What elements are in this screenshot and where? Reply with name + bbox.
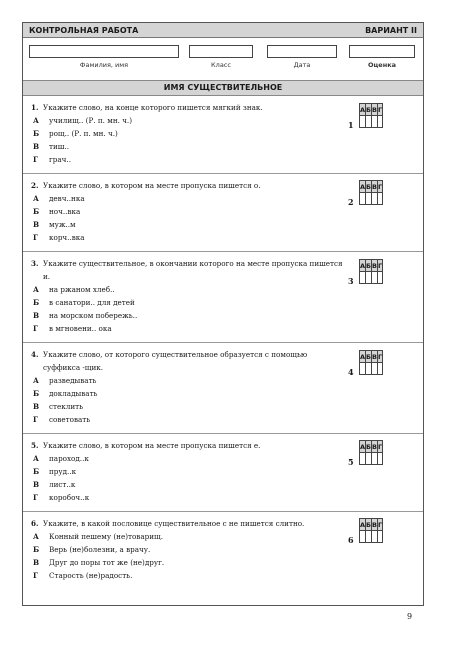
option-c[interactable] xyxy=(31,140,343,153)
option-a[interactable] xyxy=(31,374,343,387)
question-text: Укажите слово, на конце которого пишется мягкий знак. xyxy=(43,103,263,112)
question-text: Укажите существительное, в окончании которого на месте пропуска пишется и. xyxy=(43,259,343,281)
option-letter: В xyxy=(33,220,40,229)
option-letter: В xyxy=(33,142,40,151)
option-text: в мгновени.. ока xyxy=(49,324,112,333)
answer-header-b: Б xyxy=(366,520,371,529)
answer-header-a: А xyxy=(360,352,366,361)
divider xyxy=(23,433,423,434)
date-field[interactable] xyxy=(267,45,337,69)
option-text: пароход..к xyxy=(49,454,89,463)
question-6 xyxy=(31,517,343,582)
option-text: советовать xyxy=(49,415,91,424)
option-b[interactable] xyxy=(31,465,343,478)
question-number: 3. xyxy=(31,259,39,268)
option-letter: В xyxy=(33,558,40,567)
variant-label: ВАРИАНТ II xyxy=(365,25,417,35)
option-text: стеклить xyxy=(49,402,83,411)
option-text: коробоч..к xyxy=(49,493,90,502)
answer-number: 6 xyxy=(348,535,354,545)
surname-field[interactable] xyxy=(29,45,179,69)
answer-header-d: Г xyxy=(377,520,383,529)
answer-number: 1 xyxy=(348,120,354,130)
answer-header-d: Г xyxy=(377,182,383,191)
option-letter: Г xyxy=(33,324,38,333)
option-text: тиш.. xyxy=(49,142,70,151)
option-text: Конный пешему (не)товарищ. xyxy=(49,532,163,541)
class-caption: Класс xyxy=(211,61,231,69)
answer-cell-d[interactable] xyxy=(377,193,382,205)
answer-header-b: Б xyxy=(366,182,371,191)
option-text: рощ.. (Р. п. мн. ч.) xyxy=(49,129,118,138)
option-d[interactable] xyxy=(31,231,343,244)
option-text: корч..вка xyxy=(49,233,85,242)
answer-cell-d[interactable] xyxy=(377,116,382,128)
answer-header-c: В xyxy=(372,261,377,270)
page-number: 9 xyxy=(407,612,413,621)
worksheet-frame xyxy=(22,22,424,606)
option-b[interactable] xyxy=(31,387,343,400)
answer-header-b: Б xyxy=(366,261,371,270)
option-letter: Б xyxy=(33,467,40,476)
question-number: 2. xyxy=(31,181,39,190)
answer-header-b: Б xyxy=(366,352,371,361)
option-c[interactable] xyxy=(31,478,343,491)
answer-cell-d[interactable] xyxy=(377,453,382,465)
answer-number: 3 xyxy=(348,276,354,286)
question-4 xyxy=(31,348,343,426)
header-bar xyxy=(23,23,423,38)
question-text: Укажите, в какой пословице существительное с не пишется слитно. xyxy=(43,519,305,528)
option-text: грач.. xyxy=(49,155,71,164)
option-text: лист..к xyxy=(49,480,76,489)
option-letter: А xyxy=(33,532,39,541)
answer-header-a: А xyxy=(360,261,366,270)
option-a[interactable] xyxy=(31,283,343,296)
grade-box[interactable] xyxy=(349,45,415,58)
option-c[interactable] xyxy=(31,309,343,322)
answer-cell-d[interactable] xyxy=(377,272,382,284)
answer-number: 2 xyxy=(348,197,354,207)
question-2 xyxy=(31,179,343,244)
option-d[interactable] xyxy=(31,322,343,335)
option-a[interactable] xyxy=(31,452,343,465)
question-number: 6. xyxy=(31,519,39,528)
option-text: муж..м xyxy=(49,220,76,229)
answer-header-a: А xyxy=(360,105,366,114)
option-text: Друг до поры тот же (не)друг. xyxy=(49,558,165,567)
answer-header-c: В xyxy=(372,520,377,529)
option-d[interactable] xyxy=(31,153,343,166)
option-text: разведывать xyxy=(49,376,97,385)
question-number: 4. xyxy=(31,350,39,359)
answer-header-c: В xyxy=(372,352,377,361)
question-1 xyxy=(31,101,343,166)
option-letter: А xyxy=(33,454,39,463)
option-text: училищ.. (Р. п. мн. ч.) xyxy=(49,116,133,125)
divider xyxy=(23,251,423,252)
question-5 xyxy=(31,439,343,504)
answer-cell-d[interactable] xyxy=(377,363,382,375)
option-a[interactable] xyxy=(31,192,343,205)
section-title: ИМЯ СУЩЕСТВИТЕЛЬНОЕ xyxy=(23,80,423,96)
answer-header-b: Б xyxy=(366,105,371,114)
option-b[interactable] xyxy=(31,543,343,556)
option-letter: Г xyxy=(33,233,38,242)
option-letter: Б xyxy=(33,545,40,554)
worksheet-title: КОНТРОЛЬНАЯ РАБОТА xyxy=(29,25,139,35)
class-field[interactable] xyxy=(189,45,253,69)
question-text: Укажите слово, от которого существительное образуется с помощью суффикса -щик. xyxy=(43,350,308,372)
answer-number: 5 xyxy=(348,457,354,467)
question-text: Укажите слово, в котором на месте пропуска пишется о. xyxy=(43,181,261,190)
answer-cell-d[interactable] xyxy=(377,531,382,543)
answer-header-d: Г xyxy=(377,261,383,270)
option-text: девч..нка xyxy=(49,194,85,203)
answer-header-a: А xyxy=(360,182,366,191)
option-letter: В xyxy=(33,402,40,411)
option-a[interactable] xyxy=(31,530,343,543)
answer-header-a: А xyxy=(360,520,366,529)
option-text: докладывать xyxy=(49,389,98,398)
answer-header-c: В xyxy=(372,442,377,451)
option-d[interactable] xyxy=(31,569,343,582)
option-letter: Б xyxy=(33,129,40,138)
option-letter: А xyxy=(33,285,39,294)
option-c[interactable] xyxy=(31,218,343,231)
date-box[interactable] xyxy=(267,45,337,58)
option-letter: А xyxy=(33,116,39,125)
question-number: 5. xyxy=(31,441,39,450)
option-text: Старость (не)радость. xyxy=(49,571,133,580)
option-letter: Г xyxy=(33,415,38,424)
question-3 xyxy=(31,257,343,335)
option-a[interactable] xyxy=(31,114,343,127)
answer-header-c: В xyxy=(372,182,377,191)
option-d[interactable] xyxy=(31,413,343,426)
option-text: в санатори.. для детей xyxy=(49,298,135,307)
option-letter: В xyxy=(33,311,40,320)
option-b[interactable] xyxy=(31,296,343,309)
divider xyxy=(23,342,423,343)
date-caption: Дата xyxy=(293,61,311,69)
answer-header-d: Г xyxy=(377,105,383,114)
answer-number: 4 xyxy=(348,367,354,377)
surname-box[interactable] xyxy=(29,45,179,58)
class-box[interactable] xyxy=(189,45,253,58)
option-letter: Б xyxy=(33,298,40,307)
option-text: Верь (не)болезни, а врачу. xyxy=(49,545,151,554)
option-c[interactable] xyxy=(31,400,343,413)
option-letter: Г xyxy=(33,571,38,580)
surname-caption: Фамилия, имя xyxy=(79,61,129,69)
option-letter: В xyxy=(33,480,40,489)
option-text: пруд..к xyxy=(49,467,77,476)
option-b[interactable] xyxy=(31,205,343,218)
question-text: Укажите слово, в котором на месте пропуска пишется е. xyxy=(43,441,261,450)
option-text: на ржаном хлеб.. xyxy=(49,285,115,294)
grade-field[interactable] xyxy=(349,45,415,69)
option-letter: А xyxy=(33,194,39,203)
divider xyxy=(23,511,423,512)
question-number: 1. xyxy=(31,103,39,112)
option-letter: Б xyxy=(33,389,40,398)
student-fields xyxy=(29,45,417,73)
option-text: на морском побережь.. xyxy=(49,311,138,320)
answer-header-d: Г xyxy=(377,442,383,451)
option-d[interactable] xyxy=(31,491,343,504)
answer-header-d: Г xyxy=(377,352,383,361)
grade-caption: Оценка xyxy=(367,61,397,69)
option-letter: Г xyxy=(33,493,38,502)
option-b[interactable] xyxy=(31,127,343,140)
option-letter: А xyxy=(33,376,39,385)
answer-header-b: Б xyxy=(366,442,371,451)
divider xyxy=(23,173,423,174)
option-c[interactable] xyxy=(31,556,343,569)
answer-header-a: А xyxy=(360,442,366,451)
option-letter: Б xyxy=(33,207,40,216)
answer-header-c: В xyxy=(372,105,377,114)
option-letter: Г xyxy=(33,155,38,164)
option-text: ноч..вка xyxy=(49,207,81,216)
